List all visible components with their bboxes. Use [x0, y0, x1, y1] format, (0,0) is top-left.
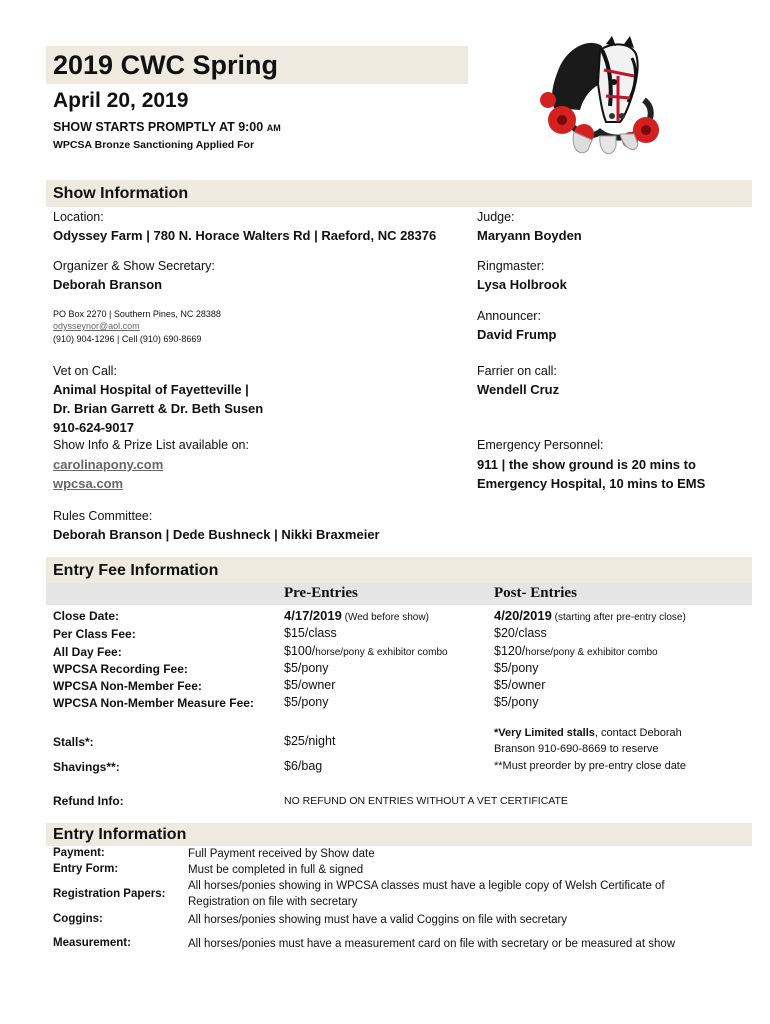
- entry-info-label: Measurement:: [53, 937, 131, 949]
- ringmaster-value: Lysa Holbrook: [477, 277, 567, 292]
- organizer-label: Organizer & Show Secretary:: [53, 259, 215, 273]
- fee-row-label: WPCSA Non-Member Measure Fee:: [53, 696, 254, 710]
- farrier-value: Wendell Cruz: [477, 382, 560, 397]
- carolinapony-link[interactable]: carolinapony.com: [53, 457, 164, 472]
- fee-post-value: $20/class: [494, 626, 547, 640]
- farrier-label: Farrier on call:: [477, 364, 557, 378]
- section-heading-show-info: Show Information: [53, 185, 189, 202]
- refund-label: Refund Info:: [53, 794, 124, 808]
- section-heading-entry-fee: Entry Fee Information: [53, 562, 219, 579]
- vet-phone: 910-624-9017: [53, 420, 134, 435]
- emergency-line-2: Emergency Hospital, 10 mins to EMS: [477, 476, 706, 491]
- emergency-label: Emergency Personnel:: [477, 438, 604, 452]
- fee-pre-value: 4/17/2019 (Wed before show): [284, 608, 429, 623]
- location-value: Odyssey Farm | 780 N. Horace Walters Rd | Raeford, NC 28376: [53, 228, 437, 243]
- start-time: SHOW STARTS PROMPTLY AT 9:00 AM: [53, 120, 281, 134]
- fee-post-value: 4/20/2019 (starting after pre-entry close): [494, 608, 686, 623]
- emergency-line-1: 911 | the show ground is 20 mins to: [477, 457, 696, 472]
- show-date: April 20, 2019: [53, 89, 189, 112]
- entry-info-label: Coggins:: [53, 913, 103, 925]
- post-entries-header: Post- Entries: [494, 585, 577, 601]
- entry-info-value: Must be completed in full & signed: [188, 864, 364, 876]
- entry-info-label: Entry Form:: [53, 863, 119, 875]
- sanction-note: WPCSA Bronze Sanctioning Applied For: [53, 139, 255, 151]
- fee-post-value: $5/pony: [494, 661, 539, 675]
- fee-row-label: WPCSA Recording Fee:: [53, 662, 188, 676]
- vet-label: Vet on Call:: [53, 364, 117, 378]
- shavings-value: $6/bag: [284, 759, 323, 773]
- fee-pre-value: $15/class: [284, 626, 337, 640]
- contact-phone: (910) 904-1296 | Cell (910) 690-8669: [53, 334, 202, 344]
- entry-info-label: Payment:: [53, 847, 105, 859]
- shavings-label: Shavings**:: [53, 760, 120, 774]
- page-title: 2019 CWC Spring: [53, 50, 279, 80]
- fee-pre-value: $100/horse/pony & exhibitor combo: [284, 644, 448, 658]
- contact-email-link[interactable]: odysseynor@aol.com: [53, 321, 140, 331]
- entry-info-value: All horses/ponies showing must have a valid Coggins on file with secretary: [188, 914, 568, 926]
- vet-line-2: Dr. Brian Garrett & Dr. Beth Susen: [53, 401, 264, 416]
- stalls-label: Stalls*:: [53, 735, 94, 749]
- contact-address: PO Box 2270 | Southern Pines, NC 28388: [53, 309, 221, 319]
- rules-value: Deborah Branson | Dede Bushneck | Nikki Braxmeier: [53, 527, 380, 542]
- fee-pre-value: $5/owner: [284, 678, 336, 692]
- location-label: Location:: [53, 210, 104, 224]
- entry-info-value: Full Payment received by Show date: [188, 848, 375, 860]
- fee-row-label: Close Date:: [53, 609, 120, 623]
- pre-entries-header: Pre-Entries: [284, 585, 358, 601]
- fee-post-value: $5/owner: [494, 678, 546, 692]
- stalls-value: $25/night: [284, 734, 336, 748]
- entry-info-value: All horses/ponies showing in WPCSA classes must have a legible copy of Welsh Certificate of Registration on file with secretary: [188, 880, 665, 908]
- fee-pre-value: $5/pony: [284, 661, 329, 675]
- stalls-note: *Very Limited stalls, contact Deborah: [494, 727, 682, 739]
- organizer-value: Deborah Branson: [53, 277, 163, 292]
- announcer-label: Announcer:: [477, 309, 541, 323]
- wpcsa-link[interactable]: wpcsa.com: [53, 476, 124, 491]
- ringmaster-label: Ringmaster:: [477, 259, 545, 273]
- entry-info-label: Registration Papers:: [53, 888, 166, 900]
- entry-info-value: All horses/ponies must have a measurement card on file with secretary or be measured at show: [188, 938, 676, 950]
- fee-row-label: All Day Fee:: [53, 645, 122, 659]
- prize-list-label: Show Info & Prize List available on:: [53, 438, 249, 452]
- stalls-note-line-2: Branson 910-690-8669 to reserve: [494, 743, 659, 755]
- fee-post-value: $5/pony: [494, 695, 539, 709]
- judge-label: Judge:: [477, 210, 515, 224]
- fee-post-value: $120/horse/pony & exhibitor combo: [494, 644, 658, 658]
- pony-logo-icon: [540, 36, 676, 164]
- fee-row-label: WPCSA Non-Member Fee:: [53, 679, 202, 693]
- fee-table-header: [46, 583, 752, 605]
- shavings-note: **Must preorder by pre-entry close date: [494, 760, 686, 772]
- vet-line-1: Animal Hospital of Fayetteville |: [53, 382, 249, 397]
- announcer-value: David Frump: [477, 327, 557, 342]
- section-heading-entry-info: Entry Information: [53, 826, 187, 843]
- judge-value: Maryann Boyden: [477, 228, 582, 243]
- fee-row-label: Per Class Fee:: [53, 627, 136, 641]
- fee-pre-value: $5/pony: [284, 695, 329, 709]
- refund-value: NO REFUND ON ENTRIES WITHOUT A VET CERTIFICATE: [284, 795, 568, 807]
- rules-label: Rules Committee:: [53, 509, 153, 523]
